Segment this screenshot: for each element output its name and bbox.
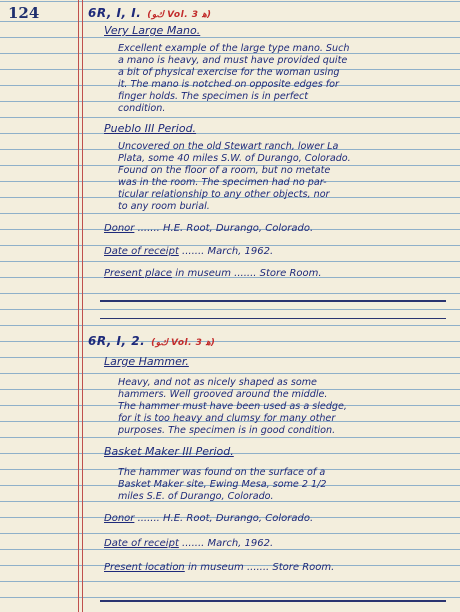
date-value: ....... March, 1962. bbox=[182, 246, 274, 257]
item-description-1: Excellent example of the large type mano. Such a mano is heavy, and must have provided quite a bit of physical exercise for the woman using it. The mano is notched on opposite edges for finger holds. The specimen is in perfect condition. bbox=[118, 43, 350, 114]
date-value: ....... March, 1962. bbox=[182, 538, 274, 549]
place-line-2 bbox=[104, 562, 334, 573]
item-description-2: Heavy, and not as nicely shaped as some hammers. Well grooved around the middle. The hammer must have been used as a sledge, for it is too heavy and clumsy for many other purposes. The specimen is in good condition. bbox=[118, 377, 347, 436]
catalog-number: 6R, I, I. bbox=[88, 6, 142, 20]
date-line-2 bbox=[104, 538, 273, 549]
margin-line-right bbox=[82, 0, 83, 612]
donor-line-1 bbox=[104, 223, 313, 234]
place-line-1 bbox=[104, 268, 322, 279]
donor-line-2 bbox=[104, 513, 313, 524]
page-number: 124 bbox=[8, 4, 40, 22]
volume-note: (ﻙﻮ Vol. 3 ﻫ) bbox=[147, 10, 212, 20]
item-title-1: Very Large Mano. bbox=[104, 24, 201, 37]
period-title-1: Pueblo III Period. bbox=[104, 122, 197, 135]
donor-label: Donor bbox=[104, 223, 135, 234]
item-provenance-2: The hammer was found on the surface of a Basket Maker site, Ewing Mesa, some 2 1/2 miles S.E. of Durango, Colorado. bbox=[118, 467, 327, 502]
place-label: Present place bbox=[104, 268, 172, 279]
item-title-2: Large Hammer. bbox=[104, 355, 189, 368]
date-label: Date of receipt bbox=[104, 538, 179, 549]
place-label: Present location bbox=[104, 562, 185, 573]
catalog-number: 6R, I, 2. bbox=[88, 334, 146, 348]
margin-line-left bbox=[78, 0, 79, 612]
catalog-ref-1 bbox=[88, 6, 212, 20]
place-value: in museum ....... Store Room. bbox=[187, 562, 335, 573]
catalog-ref-2 bbox=[88, 334, 215, 348]
donor-value: ....... H.E. Root, Durango, Colorado. bbox=[137, 513, 314, 524]
item-provenance-1: Uncovered on the old Stewart ranch, lower La Plata, some 40 miles S.W. of Durango, Colorado. Found on the floor of a room, but no metate was in the room. The specimen had no par- ticular relationship to any other objects, nor to any room burial. bbox=[118, 141, 351, 212]
place-value: in museum ....... Store Room. bbox=[175, 268, 322, 279]
date-label: Date of receipt bbox=[104, 246, 179, 257]
section-rule-2 bbox=[100, 600, 446, 602]
donor-label: Donor bbox=[104, 513, 135, 524]
section-rule-1 bbox=[100, 300, 446, 302]
period-title-2: Basket Maker III Period. bbox=[104, 445, 234, 458]
date-line-1 bbox=[104, 246, 273, 257]
section-rule-1b bbox=[100, 318, 446, 319]
volume-note: (ﻙﻮ Vol. 3 ﻫ) bbox=[151, 338, 216, 348]
donor-value: ....... H.E. Root, Durango, Colorado. bbox=[137, 223, 314, 234]
